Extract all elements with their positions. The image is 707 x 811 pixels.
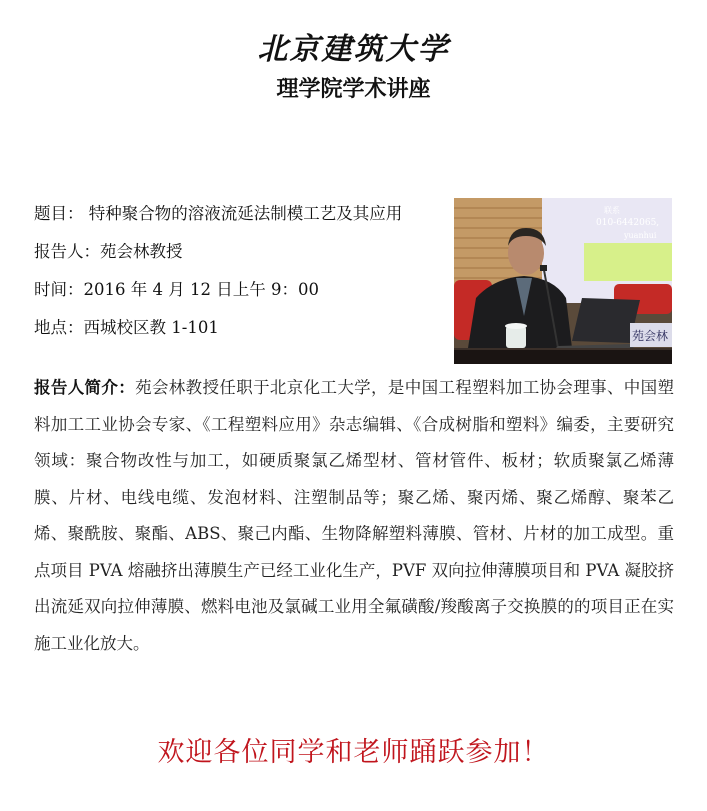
time-line bbox=[34, 276, 319, 300]
svg-text:yuanhui: yuanhui bbox=[624, 231, 657, 240]
bio-label: 报告人简介： bbox=[34, 378, 136, 397]
speaker-biography bbox=[34, 370, 674, 662]
topic-line bbox=[34, 200, 402, 224]
time-value: 2016 年 4 月 12 日上午 9：00 bbox=[83, 280, 319, 299]
time-label: 时间： bbox=[34, 280, 84, 299]
speaker-line bbox=[34, 238, 183, 262]
speaker-value: 苑会林教授 bbox=[100, 242, 183, 261]
svg-text:010-6442065,: 010-6442065, bbox=[596, 218, 660, 228]
speaker-photo-image bbox=[454, 198, 672, 364]
bio-text: 苑会林教授任职于北京化工大学，是中国工程塑料加工协会理事、中国塑料加工工业协会专家、《工程塑料应用》杂志编辑、《合成树脂和塑料》编委，主要研究领域：聚合物改性与加工，如硬质聚氯乙烯型材、管材管件、板材；软质聚氯乙烯薄膜、片材、电线电缆、发泡材料、注塑制品等；聚乙烯、聚丙烯、聚乙烯醇、聚苯乙烯、聚酰胺、聚酯、ABS、聚己内酯、生物降解塑料薄膜、管材、片材的加工成型。重点项目 PVA 熔融挤出薄膜生产已经工业化生产，PVF 双向拉伸薄膜项目和 PVA 凝胶挤出流延双向拉伸薄膜、燃料电池及氯碱工业用全氟磺酸/羧酸离子交换膜的的项目正在实施工业化放大。 bbox=[34, 378, 675, 653]
topic-value: 特种聚合物的溶液流延法制模工艺及其应用 bbox=[83, 204, 403, 223]
speaker-photo bbox=[454, 198, 672, 364]
location-line bbox=[34, 314, 219, 338]
location-value: 西城校区教 1-101 bbox=[83, 318, 219, 337]
svg-text:联系: 联系 bbox=[604, 206, 620, 215]
university-name: 北京建筑大学 bbox=[257, 32, 450, 67]
speaker-label: 报告人： bbox=[34, 242, 100, 261]
topic-label: 题目： bbox=[34, 204, 84, 223]
welcome-message: 欢迎各位同学和老师踊跃参加！ bbox=[157, 737, 550, 768]
location-label: 地点： bbox=[34, 318, 84, 337]
svg-text:苑会林: 苑会林 bbox=[632, 329, 669, 343]
lecture-series-title: 理学院学术讲座 bbox=[276, 77, 431, 102]
